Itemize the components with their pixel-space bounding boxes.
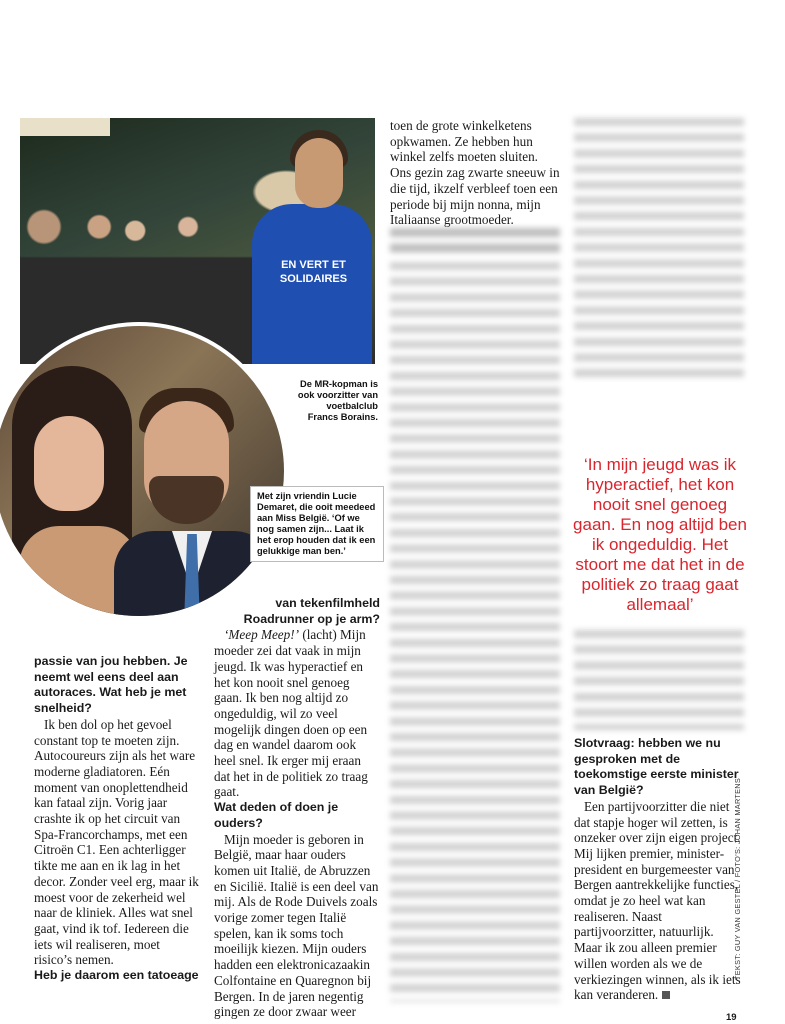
player-head	[295, 138, 343, 208]
blurred-column-4-top	[574, 118, 744, 378]
woman-face	[34, 416, 104, 511]
answer-speed: Ik ben dol op het gevoel constant top te moeten zijn. Autocoureurs zijn als het ware moderne gladiatoren. Eén moment van onoplettendheid kan fataal zijn. Vorig jaar crashte ik op het circuit van Spa-Francorchamps, met een Citroën C1. Een achterligger tikte me aan en ik lag in het decor. Zonder veel erg, maar ik moest voor de zekerheid wel naar de kliniek. Alles wat snel gaat, vind ik tof. Iedereen die iets wil realiseren, moet risico’s nemen.	[34, 716, 199, 968]
pull-quote: ‘In mijn jeugd was ik hyperactief, het kon nooit snel genoeg gaan. En nog altijd ben ik ongeduldig. Het stoort me dat het in de politiek zo traag gaat allemaal’	[573, 455, 747, 614]
question-final: Slotvraag: hebben we nu gesproken met de toekomstige eerste minister van België?	[574, 736, 739, 798]
answer-final	[574, 799, 744, 1003]
end-mark-icon	[662, 991, 670, 999]
man-beard	[149, 476, 224, 524]
answer-tattoo-text: (lacht) Mijn moeder zei dat vaak in mijn jeugd. Ik was hyperactief en het kon nooit snel genoeg gaan. Ik ben nog altijd zo ongeduldig, wil zo veel mogelijk dingen doen op een dag en wandel daarom ook heel snel. Ik erger mij eraan dat het in de politiek zo traag gaat.	[214, 627, 368, 800]
meep-meep: ‘Meep Meep!’	[224, 627, 300, 643]
question-tattoo-cont: van tekenfilmheld Roadrunner op je arm?	[243, 596, 380, 626]
question-speed: passie van jou hebben. Je neemt wel eens deel aan autoraces. Wat heb je met snelheid?	[34, 654, 188, 716]
credits-text: TEKST: GUY VAN GESTEL / FOTO’S: JOHAN MARTENS	[733, 777, 742, 980]
blurred-column-3	[390, 228, 560, 1018]
caption-couple: Met zijn vriendin Lucie Demaret, die ooit meedeed aan Miss België. ‘Of we nog samen zijn... Laat ik het erop houden dat ik een gelukkige man ben.’	[250, 486, 384, 562]
jersey-text: EN VERT ET SOLIDAIRES	[279, 259, 348, 286]
answer-parents: Mijn moeder is geboren in België, maar haar ouders komen uit Italië, de Abruzzen en Sicilië. Italië is een deel van mij. Als de Rode Duivels zoals vorige zomer tegen Italië spelen, kan ik soms toch moeilijk kiezen. Mijn ouders hadden een elektronicazaakin Colfontaine en Quaregnon bij Bergen. In de jaren negentig gingen ze door zwaar weer	[214, 831, 379, 1020]
caption-football: De MR-kopman is ook voorzitter van voetbalclub Francs Borains.	[297, 379, 378, 422]
answer-tattoo	[214, 627, 380, 800]
question-parents: Wat deden of doen je ouders?	[214, 800, 339, 830]
blurred-column-4-mid	[574, 630, 744, 730]
photo-football-crowd	[20, 118, 375, 364]
column-3-top: toen de grote winkelketens opkwamen. Ze hebben hun winkel zelfs moeten sluiten. Ons gezin zag zwarte sneeuw in die tijd, ikzelf verbleef toen een periode bij mijn nonna, mijn Italiaanse grootmoeder.	[390, 118, 560, 228]
answer-final-text: Een partijvoorzitter die niet dat stapje hoger wil zetten, is onzeker over zijn eigen project. Mij lijken premier, minister-president en burgemeester van Bergen aantrekkelijke functies, omdat je zo heel wat kan realiseren. Naast partijvoorzitter, natuurlijk. Maar ik zou alleen premier willen worden als we de verkiezingen winnen, als ik iets kan veranderen.	[574, 798, 741, 1003]
credits	[733, 777, 747, 980]
column-1	[34, 654, 200, 984]
photo-couple	[0, 322, 288, 620]
column-2	[214, 596, 380, 1020]
stadium-sign	[20, 118, 110, 136]
page-number: 19	[726, 1012, 737, 1023]
question-tattoo: Heb je daarom een tatoeage	[34, 968, 199, 983]
column-4-bottom	[574, 736, 744, 1003]
